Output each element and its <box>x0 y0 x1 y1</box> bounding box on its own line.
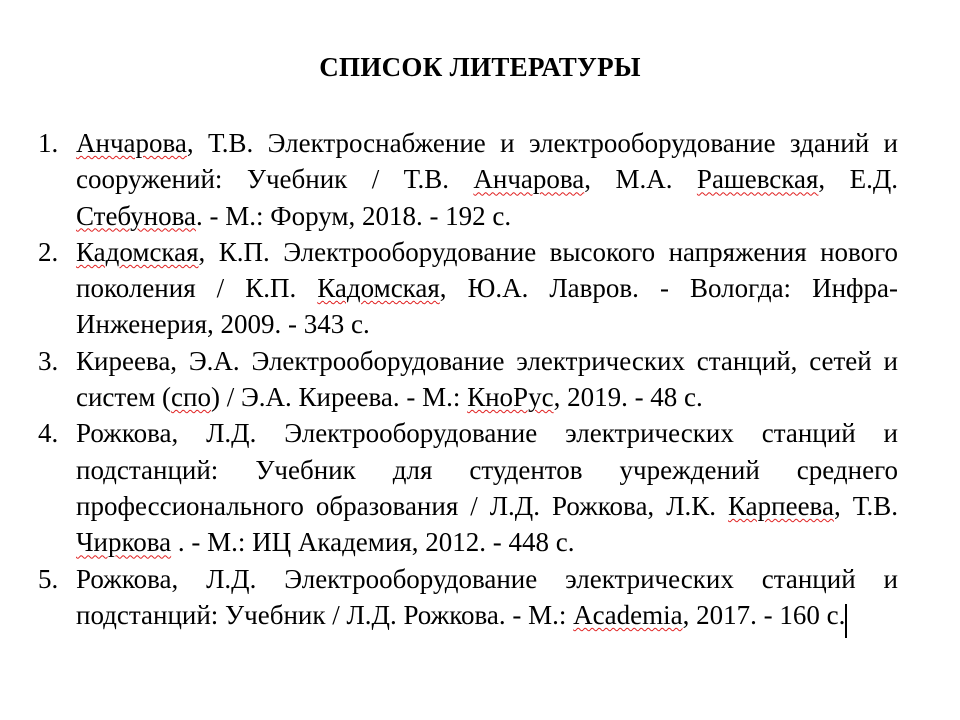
reference-text-fragment: ) / Э.А. Киреева. - М.: <box>210 382 468 413</box>
reference-item <box>38 343 898 416</box>
spellcheck-flagged-word: Кадомская <box>76 236 199 267</box>
reference-number: 2. <box>38 236 59 267</box>
reference-text <box>76 234 898 343</box>
spellcheck-flagged-word: Стебунова <box>76 200 196 231</box>
reference-text-fragment: , Т.В. <box>833 490 898 521</box>
reference-number: 4. <box>38 418 59 449</box>
spellcheck-flagged-word: Чиркова <box>76 527 172 558</box>
reference-item <box>38 234 898 343</box>
spellcheck-flagged-word: КноРус <box>467 382 554 413</box>
reference-text-fragment: Рожкова, Л.Д. Электрооборудование электрических станций и подстанций: Учебник / Л.Д. Рожкова. - М.: <box>76 563 898 630</box>
spellcheck-flagged-word: Academia <box>573 599 683 630</box>
spellcheck-flagged-word: спо <box>171 382 211 413</box>
reference-text <box>76 561 898 634</box>
reference-text <box>76 343 898 416</box>
reference-number: 5. <box>38 563 59 594</box>
reference-item <box>38 125 898 234</box>
reference-text <box>76 125 898 234</box>
spellcheck-flagged-word: Анчарова <box>76 128 187 158</box>
reference-text-fragment: , К.П. Электрооборудование высокого напряжения нового поколения / К.П. <box>76 236 898 304</box>
reference-text-fragment: , М.А. <box>584 164 697 195</box>
spellcheck-flagged-word: Рашевская <box>696 164 819 195</box>
reference-text-fragment: . - М.: Форум, 2018. - 192 с. <box>195 200 512 231</box>
reference-text-fragment: , Е.Д. <box>818 164 898 195</box>
spellcheck-flagged-word: Анчарова <box>473 164 585 195</box>
spellcheck-flagged-word: Кадомская <box>317 273 440 304</box>
reference-text-fragment: Киреева, Э.А. Электрооборудование электрических станций, сетей и систем ( <box>76 345 898 413</box>
reference-text-fragment: , Т.В. Электроснабжение и электрооборудование зданий и сооружений: Учебник / Т.В. <box>76 128 898 195</box>
text-cursor <box>845 604 847 638</box>
reference-text-fragment: , Ю.А. Лавров. - Вологда: Инфра-Инженерия, 2009. - 343 с. <box>76 273 899 340</box>
page-title: СПИСОК ЛИТЕРАТУРЫ <box>319 52 641 82</box>
reference-text-fragment: . - М.: ИЦ Академия, 2012. - 448 с. <box>171 527 575 558</box>
reference-number: 3. <box>38 345 59 376</box>
reference-list <box>38 125 898 633</box>
reference-text <box>76 415 898 560</box>
spellcheck-flagged-word: Карпеева <box>728 490 834 521</box>
reference-item <box>38 415 898 560</box>
reference-text-fragment: , 2017. - 160 с. <box>682 599 846 630</box>
reference-item <box>38 561 898 634</box>
reference-text-fragment: Рожкова, Л.Д. Электрооборудование электрических станций и подстанций: Учебник для студентов учреждений среднего профессионального образования / Л.Д. Рожкова, Л.К. <box>76 418 898 521</box>
reference-number: 1. <box>38 128 59 158</box>
reference-text-fragment: , 2019. - 48 с. <box>553 382 703 413</box>
